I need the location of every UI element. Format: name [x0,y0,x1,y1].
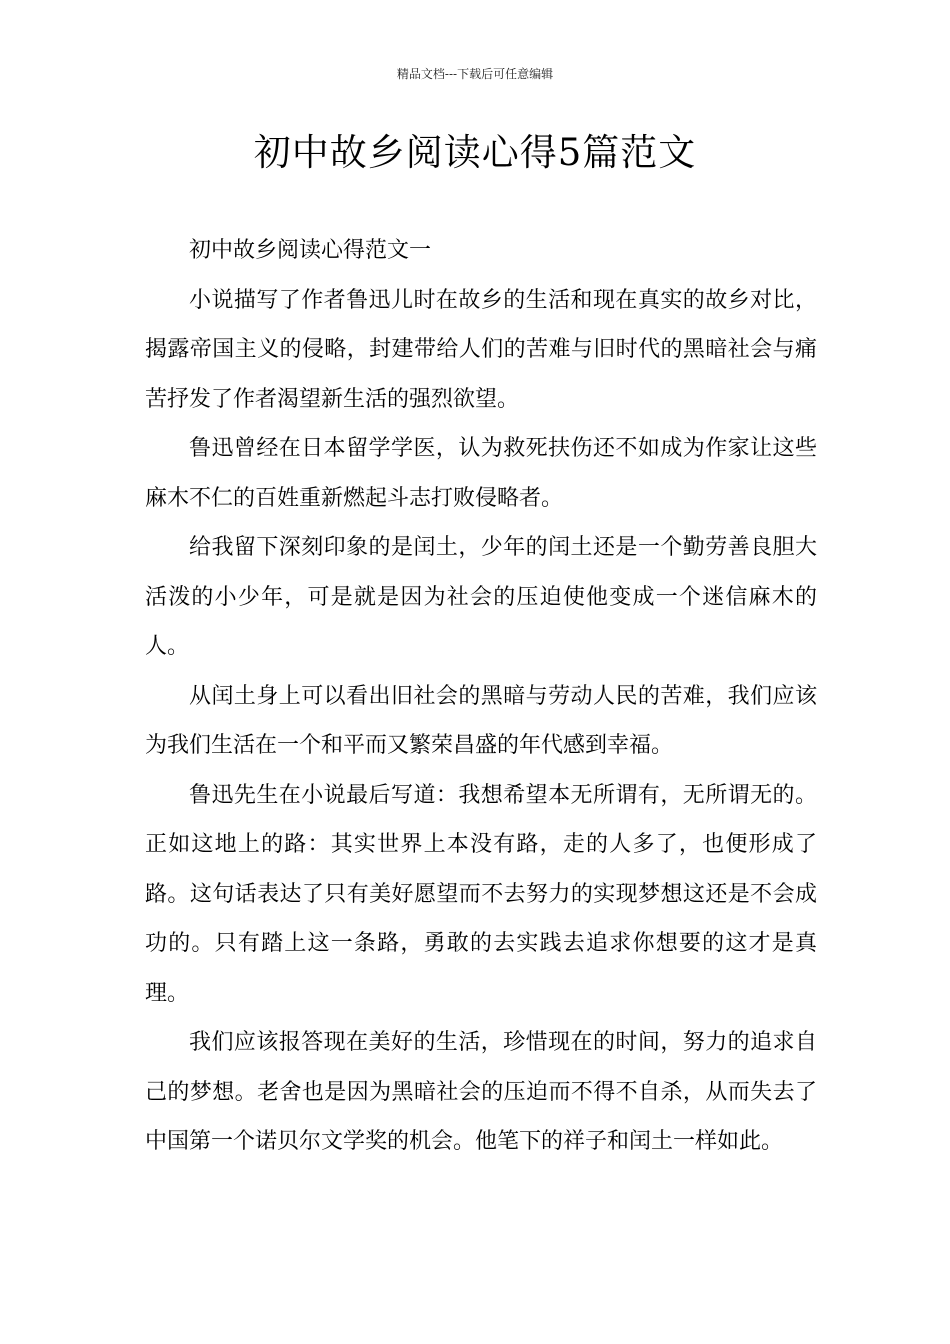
document-body [145,226,817,1167]
body-paragraph: 从闰土身上可以看出旧社会的黑暗与劳动人民的苦难，我们应该为我们生活在一个和平而又繁荣昌盛的年代感到幸福。 [145,683,817,758]
section-heading: 初中故乡阅读心得范文一 [189,238,432,263]
body-paragraph: 给我留下深刻印象的是闰土，少年的闰土还是一个勤劳善良胆大活泼的小少年，可是就是因为社会的压迫使他变成一个迷信麻木的人。 [145,535,817,659]
body-paragraph: 我们应该报答现在美好的生活，珍惜现在的时间，努力的追求自己的梦想。老舍也是因为黑暗社会的压迫而不得不自杀，从而失去了中国第一个诺贝尔文学奖的机会。他笔下的祥子和闰土一样如此。 [145,1030,817,1154]
body-paragraph: 鲁迅曾经在日本留学学医，认为救死扶伤还不如成为作家让这些麻木不仁的百姓重新燃起斗志打败侵略者。 [145,436,817,511]
body-paragraph: 鲁迅先生在小说最后写道：我想希望本无所谓有，无所谓无的。正如这地上的路：其实世界上本没有路，走的人多了，也便形成了路。这句话表达了只有美好愿望而不去努力的实现梦想这还是不会成功的。只有踏上这一条路，勇敢的去实践去追求你想要的这才是真理。 [145,782,817,1006]
page-header-note: 精品文档---下载后可任意编辑 [396,67,554,81]
body-paragraph: 小说描写了作者鲁迅儿时在故乡的生活和现在真实的故乡对比，揭露帝国主义的侵略，封建带给人们的苦难与旧时代的黑暗社会与痛苦抒发了作者渴望新生活的强烈欲望。 [145,287,817,412]
document-title: 初中故乡阅读心得5篇范文 [253,131,697,174]
